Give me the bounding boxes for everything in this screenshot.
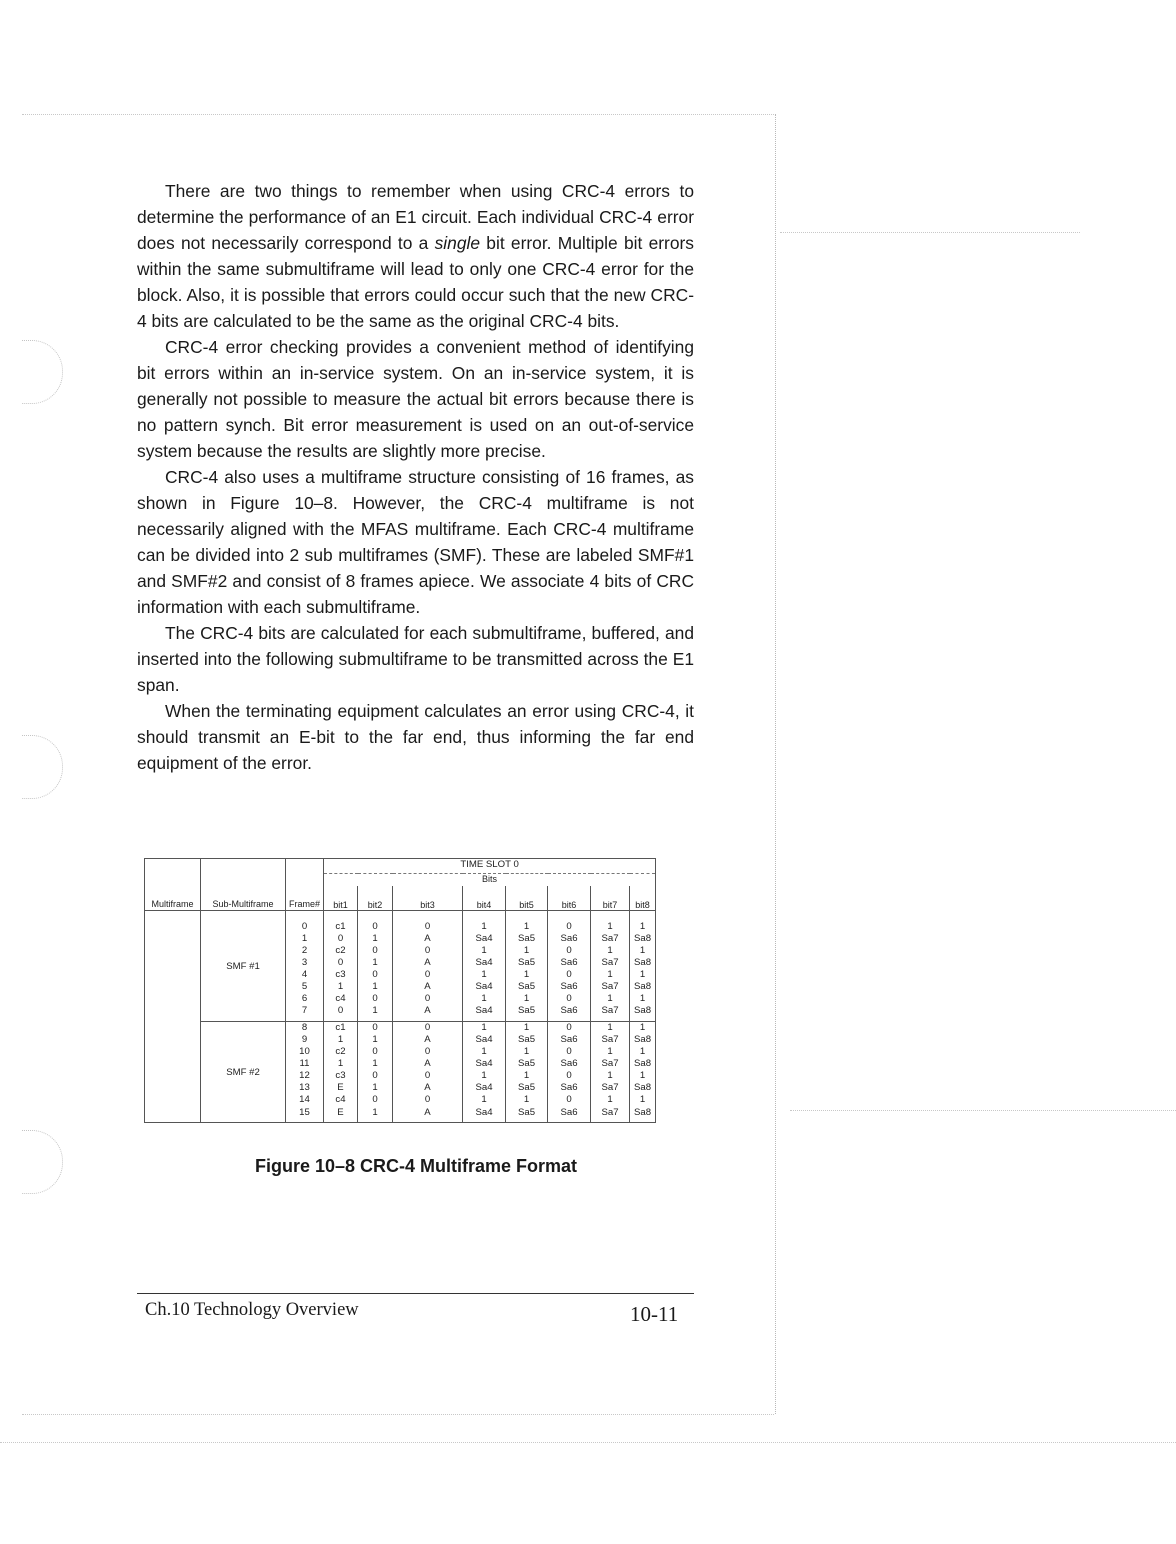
table-cell: Sa8 [634, 1082, 652, 1094]
table-cell: 0 [372, 921, 378, 932]
table-cell: c1 [335, 1022, 346, 1034]
header-bit-3: bit3 [393, 886, 463, 911]
table-cell: 1 [607, 945, 613, 957]
table-cell: Sa4 [475, 1082, 493, 1094]
table-cell: Sa8 [634, 981, 652, 993]
punch-hole-middle [22, 735, 63, 799]
table-cell: c4 [335, 993, 346, 1005]
table-cell: 1 [523, 969, 530, 981]
table-cell: 2 [301, 945, 308, 957]
table-cell: Sa5 [517, 1034, 536, 1046]
table-cell: 1 [523, 1022, 530, 1034]
table-cell: 1 [337, 1034, 344, 1046]
table-cell: 6 [301, 993, 308, 1005]
table-cell: 5 [301, 981, 308, 993]
table-cell: 0 [424, 993, 431, 1005]
table-cell: Sa4 [475, 981, 493, 993]
table-cell: 1 [337, 981, 344, 993]
table-cell: 0 [337, 957, 344, 969]
table-cell: Sa7 [601, 981, 619, 993]
table-cell: 1 [607, 1070, 613, 1082]
table-cell: 0 [372, 945, 378, 957]
table-cell: 1 [372, 1005, 378, 1017]
table-cell: 1 [481, 1022, 487, 1034]
table-cell: 0 [566, 945, 572, 957]
table-cell: A [424, 1106, 431, 1118]
smf2-row [145, 1022, 656, 1123]
table-cell: 1 [372, 1058, 378, 1070]
scan-border-top [22, 114, 774, 115]
bit1-column-smf1 [324, 911, 358, 1022]
paragraph-3: CRC-4 also uses a multiframe structure consisting of 16 frames, as shown in Figure 10–8. However, the CRC-4 multiframe is not necessarily aligned with the MFAS multiframe. Each CRC-4 multiframe can be divided into 2 sub multiframes (SMF). These are labeled SMF#1 and SMF#2 and consist of 8 frames apiece. We associate 4 bits of CRC information with each submultiframe. [137, 467, 694, 617]
table-cell: 14 [299, 1094, 310, 1106]
paragraph-2: CRC-4 error checking provides a convenient method of identifying bit errors within an in-service system. On an in-service system, it is generally not possible to measure the actual bit errors because there is no pattern synch. Bit error measurement is used on an out-of-service system because the results are slightly more precise. [137, 337, 694, 461]
table-cell: 0 [372, 993, 378, 1005]
smf2-label: SMF #2 [201, 1022, 286, 1123]
table-cell: 0 [337, 933, 344, 945]
table-cell: 1 [607, 1022, 613, 1034]
scan-mark-right-top [780, 232, 1080, 233]
table-cell: 0 [566, 1022, 572, 1034]
table-cell: A [424, 981, 431, 993]
table-cell: 1 [301, 933, 308, 945]
bit7-column-smf1 [591, 911, 630, 1022]
bit6-column-smf2 [548, 1022, 591, 1123]
table-cell: 1 [639, 993, 646, 1005]
table-cell: Sa7 [601, 1058, 619, 1070]
table-cell: 1 [607, 1094, 613, 1106]
smf1-label: SMF #1 [201, 911, 286, 1022]
paragraph-1: There are two things to remember when using CRC-4 errors to determine the performance of an E1 circuit. Each individual CRC-4 error does not necessarily correspond to a single bit error. Multiple bit errors within the same submultiframe will lead to only one CRC-4 error for the block. Also, it is possible that errors could occur such that the new CRC-4 bits are calculated to be the same as the original CRC-4 bits. [137, 181, 694, 331]
table-cell: c2 [335, 1046, 346, 1058]
bit4-column-smf1 [463, 911, 506, 1022]
table-cell: Sa7 [601, 1082, 619, 1094]
table-cell: 0 [424, 1070, 431, 1082]
table-cell: c4 [335, 1094, 346, 1106]
table-cell: c3 [335, 969, 346, 981]
table-cell: 1 [523, 1046, 530, 1058]
scan-border-bottom [22, 1414, 774, 1415]
table-cell: 15 [299, 1106, 310, 1118]
footer-rule [137, 1293, 694, 1294]
table-cell: Sa7 [601, 957, 619, 969]
table-cell: 1 [523, 945, 530, 957]
table-cell: 1 [372, 957, 378, 969]
table-cell: 1 [372, 1082, 378, 1094]
crc4-multiframe-table [144, 858, 656, 1123]
table-cell: 1 [607, 969, 613, 981]
table-cell: Sa7 [601, 933, 619, 945]
table-cell: 0 [301, 921, 308, 932]
table-cell: Sa5 [517, 1005, 536, 1017]
table-cell: c1 [335, 921, 346, 932]
table-cell: 1 [523, 921, 530, 932]
footer-chapter: Ch.10 Technology Overview [145, 1300, 359, 1320]
table-cell: 11 [299, 1058, 310, 1070]
table-cell: Sa6 [560, 1058, 578, 1070]
table-cell: E [337, 1106, 344, 1118]
frame-column-smf1 [286, 911, 324, 1022]
table-cell: 1 [481, 921, 487, 932]
table-cell: 0 [424, 969, 431, 981]
table-cell: Sa6 [560, 1034, 578, 1046]
table-cell: A [424, 1058, 431, 1070]
table-cell: 10 [299, 1046, 310, 1058]
table-cell: 0 [566, 993, 572, 1005]
table-cell: Sa6 [560, 1106, 578, 1118]
table-cell: 1 [639, 1094, 646, 1106]
header-submultiframe: Sub-Multiframe [201, 859, 286, 911]
table-cell: Sa7 [601, 1034, 619, 1046]
table-cell: Sa4 [475, 957, 493, 969]
table-cell: 1 [481, 945, 487, 957]
table-cell: Sa5 [517, 1082, 536, 1094]
table-cell: Sa4 [475, 1106, 493, 1118]
table-cell: Sa8 [634, 1058, 652, 1070]
bit5-column-smf1 [506, 911, 548, 1022]
table-cell: A [424, 1034, 431, 1046]
table-cell: c2 [335, 945, 346, 957]
table-cell: 0 [424, 945, 431, 957]
multiframe-cell [145, 911, 201, 1123]
table-cell: 1 [639, 1070, 646, 1082]
table-cell: 1 [372, 1034, 378, 1046]
table-cell: 0 [566, 1070, 572, 1082]
table-cell: 0 [566, 1094, 572, 1106]
table-cell: 1 [607, 993, 613, 1005]
header-frame: Frame# [286, 859, 324, 911]
bit8-column-smf2 [630, 1022, 656, 1123]
table-cell: 1 [607, 921, 613, 932]
table-cell: Sa4 [475, 933, 493, 945]
table-cell: 9 [301, 1034, 308, 1046]
header-bit-8: bit8 [630, 886, 656, 911]
table-cell: Sa4 [475, 1058, 493, 1070]
header-bit-4: bit4 [463, 886, 506, 911]
table-cell: Sa6 [560, 1005, 578, 1017]
table-cell: Sa7 [601, 1005, 619, 1017]
table-cell: Sa5 [517, 933, 536, 945]
table-cell: Sa6 [560, 981, 578, 993]
table-cell: 0 [372, 1022, 378, 1034]
table-cell: 0 [372, 1094, 378, 1106]
table-cell: 7 [301, 1005, 308, 1017]
table-cell: 1 [639, 1022, 646, 1034]
table-cell: 1 [481, 969, 487, 981]
table-cell: Sa6 [560, 933, 578, 945]
table-cell: 1 [523, 1070, 530, 1082]
table-cell: 12 [299, 1070, 310, 1082]
table-cell: 1 [372, 1106, 378, 1118]
table-cell: Sa7 [601, 1106, 619, 1118]
figure-caption: Figure 10–8 CRC-4 Multiframe Format [254, 1156, 578, 1176]
table-cell: Sa5 [517, 1106, 536, 1118]
table-cell: 0 [424, 1046, 431, 1058]
table-cell: 1 [639, 969, 646, 981]
table-cell: 0 [424, 921, 431, 932]
table-cell: 8 [301, 1022, 308, 1034]
table-cell: Sa5 [517, 981, 536, 993]
header-bit-7: bit7 [591, 886, 630, 911]
table-cell: Sa5 [517, 957, 536, 969]
table-cell: 1 [337, 1058, 344, 1070]
bit7-column-smf2 [591, 1022, 630, 1123]
table-cell: Sa8 [634, 933, 652, 945]
table-cell: 1 [639, 1046, 646, 1058]
table-cell: Sa8 [634, 1106, 652, 1118]
table-cell: 1 [523, 993, 530, 1005]
bit2-column-smf2 [358, 1022, 393, 1123]
page-number: 10-11 [630, 1302, 679, 1326]
table-cell: Sa4 [475, 1005, 493, 1017]
punch-hole-top [22, 340, 63, 404]
table-cell: 1 [639, 921, 646, 932]
table-cell: 3 [301, 957, 308, 969]
table-cell: 0 [337, 1005, 344, 1017]
scan-border-right [775, 114, 776, 1414]
table-cell: Sa6 [560, 1082, 578, 1094]
table-cell: 0 [372, 1070, 378, 1082]
header-timeslot: TIME SLOT 0 [324, 859, 656, 874]
bit6-column-smf1 [548, 911, 591, 1022]
paragraph-4: The CRC-4 bits are calculated for each submultiframe, buffered, and inserted into the following submultiframe to be transmitted across the E1 span. [137, 623, 694, 695]
bit3-column-smf1 [393, 911, 463, 1022]
paragraph-5: When the terminating equipment calculates an error using CRC-4, it should transmit an E-bit to the far end, thus informing the far end equipment of the error. [137, 701, 694, 773]
bit4-column-smf2 [463, 1022, 506, 1123]
table-cell: c3 [335, 1070, 346, 1082]
header-multiframe: Multiframe [145, 859, 201, 911]
table-cell: 0 [566, 1046, 572, 1058]
header-bit-5: bit5 [506, 886, 548, 911]
scan-mark-right [790, 1110, 1176, 1111]
table-cell: 0 [566, 921, 572, 932]
bit2-column-smf1 [358, 911, 393, 1022]
header-bit-1: bit1 [324, 886, 358, 911]
table-cell: 1 [372, 981, 378, 993]
table-cell: Sa5 [517, 1058, 536, 1070]
table-cell: Sa8 [634, 1034, 652, 1046]
table-cell: 0 [372, 1046, 378, 1058]
bit8-column-smf1 [630, 911, 656, 1022]
table-cell: Sa4 [475, 1034, 493, 1046]
table-cell: 1 [639, 945, 646, 957]
table-cell: 1 [481, 1070, 487, 1082]
table-cell: 0 [424, 1022, 431, 1034]
header-bits: Bits [324, 874, 656, 887]
table-cell: 1 [481, 1094, 487, 1106]
frame-column-smf2 [286, 1022, 324, 1123]
table-cell: A [424, 1082, 431, 1094]
table-cell: 0 [566, 969, 572, 981]
table-cell: 0 [424, 1094, 431, 1106]
table-cell: 1 [481, 993, 487, 1005]
table-cell: A [424, 1005, 431, 1017]
table-cell: Sa8 [634, 957, 652, 969]
bit1-column-smf2 [324, 1022, 358, 1123]
table-cell: 4 [301, 969, 308, 981]
table-cell: 1 [372, 933, 378, 945]
body-text [137, 178, 694, 776]
scan-border-bottom-outer [0, 1442, 1176, 1443]
table-cell: 1 [523, 1094, 530, 1106]
bit3-column-smf2 [393, 1022, 463, 1123]
table-cell: 1 [481, 1046, 487, 1058]
table-cell: Sa6 [560, 957, 578, 969]
bit5-column-smf2 [506, 1022, 548, 1123]
table-cell: E [337, 1082, 344, 1094]
table-cell: Sa8 [634, 1005, 652, 1017]
emphasis-single: single [434, 233, 481, 253]
table-cell: 0 [372, 969, 378, 981]
smf1-row [145, 911, 656, 1022]
table-cell: A [424, 933, 431, 945]
header-bit-2: bit2 [358, 886, 393, 911]
table-cell: 13 [299, 1082, 310, 1094]
table-cell: A [424, 957, 431, 969]
table-cell: 1 [607, 1046, 613, 1058]
header-bit-6: bit6 [548, 886, 591, 911]
